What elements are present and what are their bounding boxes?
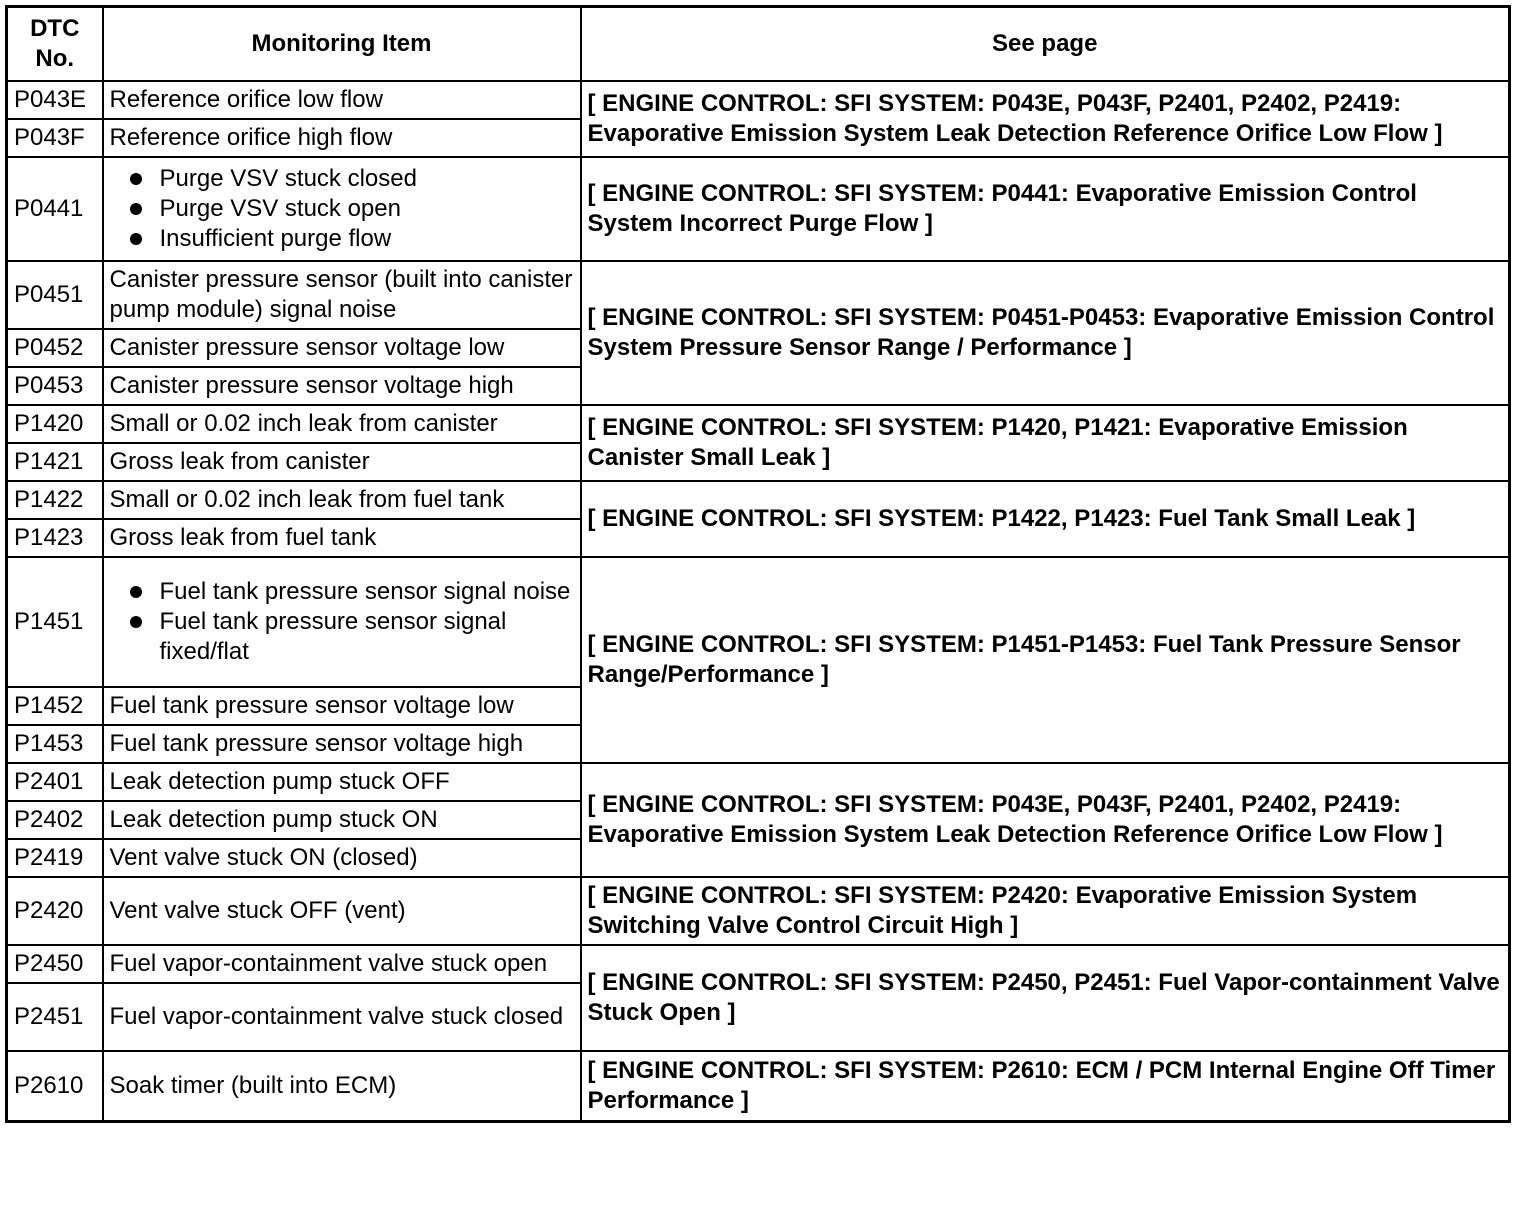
see-page-link[interactable]: [ ENGINE CONTROL: SFI SYSTEM: P0441: Evaporative Emission Control System Incorrect Purge Flow ] [581,157,1510,261]
monitoring-item: Small or 0.02 inch leak from fuel tank [103,481,581,519]
monitoring-item: Fuel vapor-containment valve stuck open [103,945,581,983]
dtc-code: P2451 [7,983,103,1051]
dtc-code: P0452 [7,329,103,367]
header-monitoring-item: Monitoring Item [103,7,581,82]
monitoring-item: Reference orifice low flow [103,81,581,119]
dtc-code: P1420 [7,405,103,443]
monitoring-item: Vent valve stuck OFF (vent) [103,877,581,945]
table-row [7,557,1510,687]
table-row [7,157,1510,261]
see-page-link[interactable]: [ ENGINE CONTROL: SFI SYSTEM: P1422, P1423: Fuel Tank Small Leak ] [581,481,1510,557]
monitoring-item: Canister pressure sensor (built into canister pump module) signal noise [103,261,581,329]
monitoring-item: Canister pressure sensor voltage high [103,367,581,405]
dtc-code: P1422 [7,481,103,519]
monitoring-item: Canister pressure sensor voltage low [103,329,581,367]
dtc-code: P1453 [7,725,103,763]
monitoring-item: Small or 0.02 inch leak from canister [103,405,581,443]
dtc-code: P0453 [7,367,103,405]
dtc-code: P043F [7,119,103,157]
see-page-link[interactable]: [ ENGINE CONTROL: SFI SYSTEM: P0451-P0453: Evaporative Emission Control System Pressure Sensor Range / Performance ] [581,261,1510,405]
see-page-link[interactable]: [ ENGINE CONTROL: SFI SYSTEM: P043E, P043F, P2401, P2402, P2419: Evaporative Emission System Leak Detection Reference Orifice Low Flow ] [581,763,1510,877]
dtc-code: P0451 [7,261,103,329]
bullet-item: Purge VSV stuck closed [110,164,574,194]
dtc-code: P2610 [7,1051,103,1121]
monitoring-item: Fuel tank pressure sensor voltage high [103,725,581,763]
see-page-link[interactable]: [ ENGINE CONTROL: SFI SYSTEM: P2420: Evaporative Emission System Switching Valve Control Circuit High ] [581,877,1510,945]
header-row [7,7,1510,82]
monitoring-item: Soak timer (built into ECM) [103,1051,581,1121]
see-page-link[interactable]: [ ENGINE CONTROL: SFI SYSTEM: P2450, P2451: Fuel Vapor-containment Valve Stuck Open ] [581,945,1510,1051]
dtc-table [5,5,1511,1123]
dtc-code: P1452 [7,687,103,725]
monitoring-item [103,557,581,687]
dtc-code: P1451 [7,557,103,687]
dtc-code: P1423 [7,519,103,557]
monitoring-item: Vent valve stuck ON (closed) [103,839,581,877]
table-row [7,763,1510,801]
monitoring-item [103,157,581,261]
dtc-code: P2419 [7,839,103,877]
bullet-list [110,577,574,667]
bullet-list [110,164,574,254]
table-row [7,1051,1510,1121]
monitoring-item: Gross leak from fuel tank [103,519,581,557]
dtc-code: P0441 [7,157,103,261]
dtc-code: P2420 [7,877,103,945]
header-see-page: See page [581,7,1510,82]
see-page-link[interactable]: [ ENGINE CONTROL: SFI SYSTEM: P2610: ECM / PCM Internal Engine Off Timer Performance ] [581,1051,1510,1121]
bullet-item: Purge VSV stuck open [110,194,574,224]
bullet-item: Insufficient purge flow [110,224,574,254]
bullet-item: Fuel tank pressure sensor signal fixed/flat [110,607,574,667]
see-page-link[interactable]: [ ENGINE CONTROL: SFI SYSTEM: P1420, P1421: Evaporative Emission Canister Small Leak ] [581,405,1510,481]
dtc-table-container [5,5,1508,1123]
bullet-item: Fuel tank pressure sensor signal noise [110,577,574,607]
table-row [7,81,1510,119]
monitoring-item: Reference orifice high flow [103,119,581,157]
dtc-code: P2450 [7,945,103,983]
table-row [7,877,1510,945]
header-dtc: DTC No. [7,7,103,82]
dtc-code: P2401 [7,763,103,801]
table-row [7,261,1510,329]
monitoring-item: Gross leak from canister [103,443,581,481]
see-page-link[interactable]: [ ENGINE CONTROL: SFI SYSTEM: P1451-P1453: Fuel Tank Pressure Sensor Range/Performance ] [581,557,1510,763]
monitoring-item: Fuel tank pressure sensor voltage low [103,687,581,725]
monitoring-item: Leak detection pump stuck OFF [103,763,581,801]
monitoring-item: Leak detection pump stuck ON [103,801,581,839]
table-row [7,405,1510,443]
monitoring-item: Fuel vapor-containment valve stuck closed [103,983,581,1051]
dtc-code: P1421 [7,443,103,481]
dtc-code: P2402 [7,801,103,839]
dtc-code: P043E [7,81,103,119]
table-row [7,481,1510,519]
see-page-link[interactable]: [ ENGINE CONTROL: SFI SYSTEM: P043E, P043F, P2401, P2402, P2419: Evaporative Emission System Leak Detection Reference Orifice Low Flow ] [581,81,1510,157]
table-row [7,945,1510,983]
